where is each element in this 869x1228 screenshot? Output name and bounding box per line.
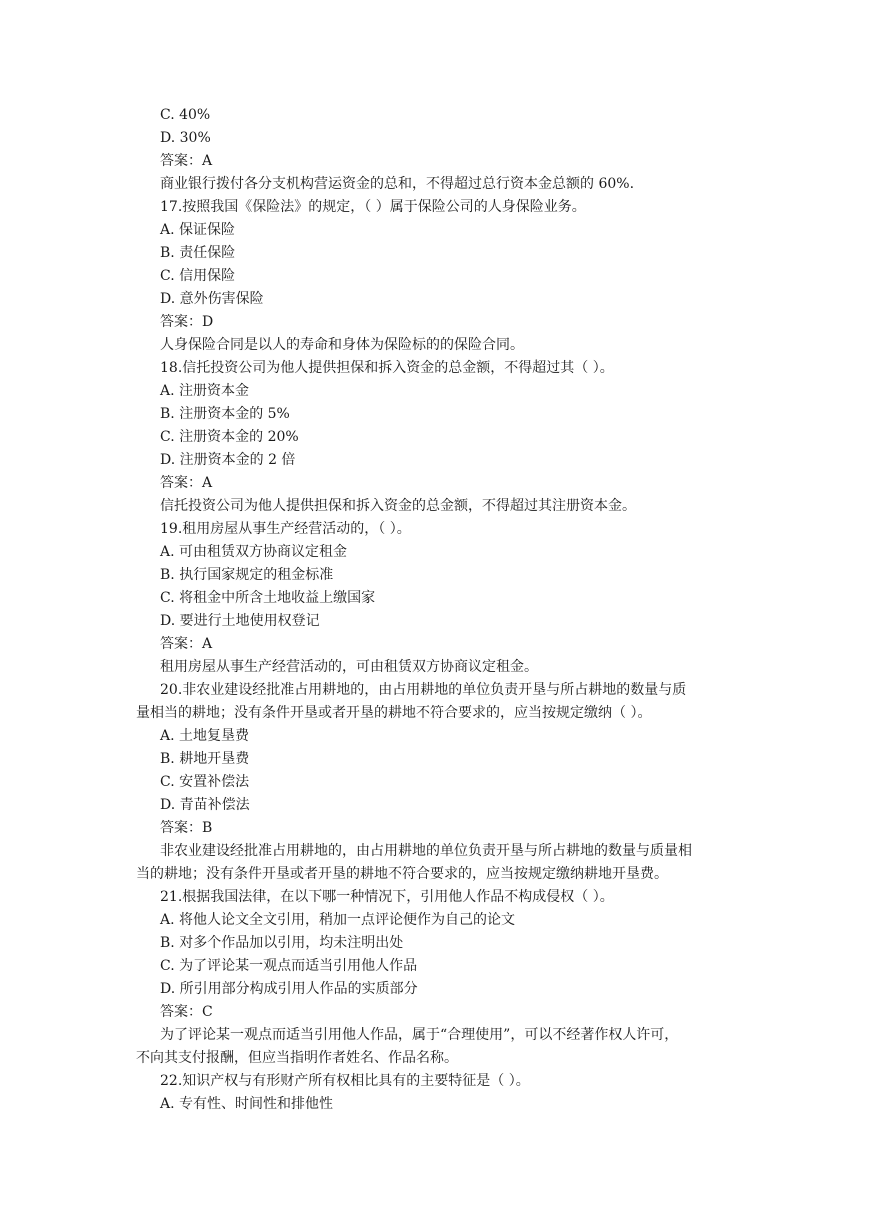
text-line: C. 信用保险 bbox=[160, 268, 236, 284]
text-line: 答案：D bbox=[160, 314, 214, 330]
text-line: 17.按照我国《保险法》的规定，（ ）属于保险公司的人身保险业务。 bbox=[160, 199, 586, 215]
text-line: 答案：A bbox=[160, 475, 213, 491]
text-line: 18.信托投资公司为他人提供担保和拆入资金的总金额，不得超过其（ ）。 bbox=[160, 360, 614, 376]
text-line: A. 土地复垦费 bbox=[160, 728, 250, 744]
text-line: B. 执行国家规定的租金标准 bbox=[160, 567, 334, 583]
text-line: 答案：C bbox=[160, 1004, 213, 1020]
text-line: C. 将租金中所含土地收益上缴国家 bbox=[160, 590, 376, 606]
text-line: 量相当的耕地；没有条件开垦或者开垦的耕地不符合要求的，应当按规定缴纳（ ）。 bbox=[136, 705, 652, 721]
text-line: B. 注册资本金的 5% bbox=[160, 406, 290, 422]
text-line: 答案：B bbox=[160, 820, 213, 836]
text-line: A. 保证保险 bbox=[160, 222, 236, 238]
text-line: D. 所引用部分构成引用人作品的实质部分 bbox=[160, 981, 418, 997]
text-line: D. 注册资本金的 2 倍 bbox=[160, 452, 296, 468]
text-line: C. 为了评论某一观点而适当引用他人作品 bbox=[160, 958, 418, 974]
text-line: B. 对多个作品加以引用，均未注明出处 bbox=[160, 935, 404, 951]
text-line: 人身保险合同是以人的寿命和身体为保险标的的保险合同。 bbox=[160, 337, 524, 353]
text-line: D. 要进行土地使用权登记 bbox=[160, 613, 320, 629]
text-line: A. 将他人论文全文引用，稍加一点评论便作为自己的论文 bbox=[160, 912, 516, 928]
text-line: 20.非农业建设经批准占用耕地的，由占用耕地的单位负责开垦与所占耕地的数量与质 bbox=[160, 682, 687, 698]
text-line: 当的耕地；没有条件开垦或者开垦的耕地不符合要求的，应当按规定缴纳耕地开垦费。 bbox=[136, 866, 668, 882]
text-line: C. 注册资本金的 20% bbox=[160, 429, 299, 445]
text-line: 租用房屋从事生产经营活动的，可由租赁双方协商议定租金。 bbox=[160, 659, 538, 675]
text-line: 22.知识产权与有形财产所有权相比具有的主要特征是（ ）。 bbox=[160, 1073, 530, 1089]
text-line: A. 专有性、时间性和排他性 bbox=[160, 1096, 334, 1112]
text-line: D. 30% bbox=[160, 130, 211, 146]
text-line: C. 安置补偿法 bbox=[160, 774, 250, 790]
text-line: A. 可由租赁双方协商议定租金 bbox=[160, 544, 348, 560]
text-line: 答案：A bbox=[160, 153, 213, 169]
text-line: 答案：A bbox=[160, 636, 213, 652]
text-line: 商业银行拨付各分支机构营运资金的总和，不得超过总行资本金总额的 60%. bbox=[160, 176, 635, 192]
text-line: 21.根据我国法律，在以下哪一种情况下，引用他人作品不构成侵权（ ）。 bbox=[160, 889, 614, 905]
text-line: A. 注册资本金 bbox=[160, 383, 250, 399]
text-line: 非农业建设经批准占用耕地的，由占用耕地的单位负责开垦与所占耕地的数量与质量相 bbox=[160, 843, 692, 859]
text-line: 19.租用房屋从事生产经营活动的，（ ）。 bbox=[160, 521, 411, 537]
text-line: 信托投资公司为他人提供担保和拆入资金的总金额，不得超过其注册资本金。 bbox=[160, 498, 636, 514]
text-line: D. 意外伤害保险 bbox=[160, 291, 264, 307]
text-line: B. 责任保险 bbox=[160, 245, 236, 261]
text-line: 为了评论某一观点而适当引用他人作品，属于“合理使用”，可以不经著作权人许可， bbox=[160, 1027, 679, 1043]
document-body bbox=[136, 104, 764, 1116]
text-line: 不向其支付报酬，但应当指明作者姓名、作品名称。 bbox=[136, 1050, 458, 1066]
text-line: D. 青苗补偿法 bbox=[160, 797, 250, 813]
text-line: B. 耕地开垦费 bbox=[160, 751, 250, 767]
text-line: C. 40% bbox=[160, 107, 211, 123]
